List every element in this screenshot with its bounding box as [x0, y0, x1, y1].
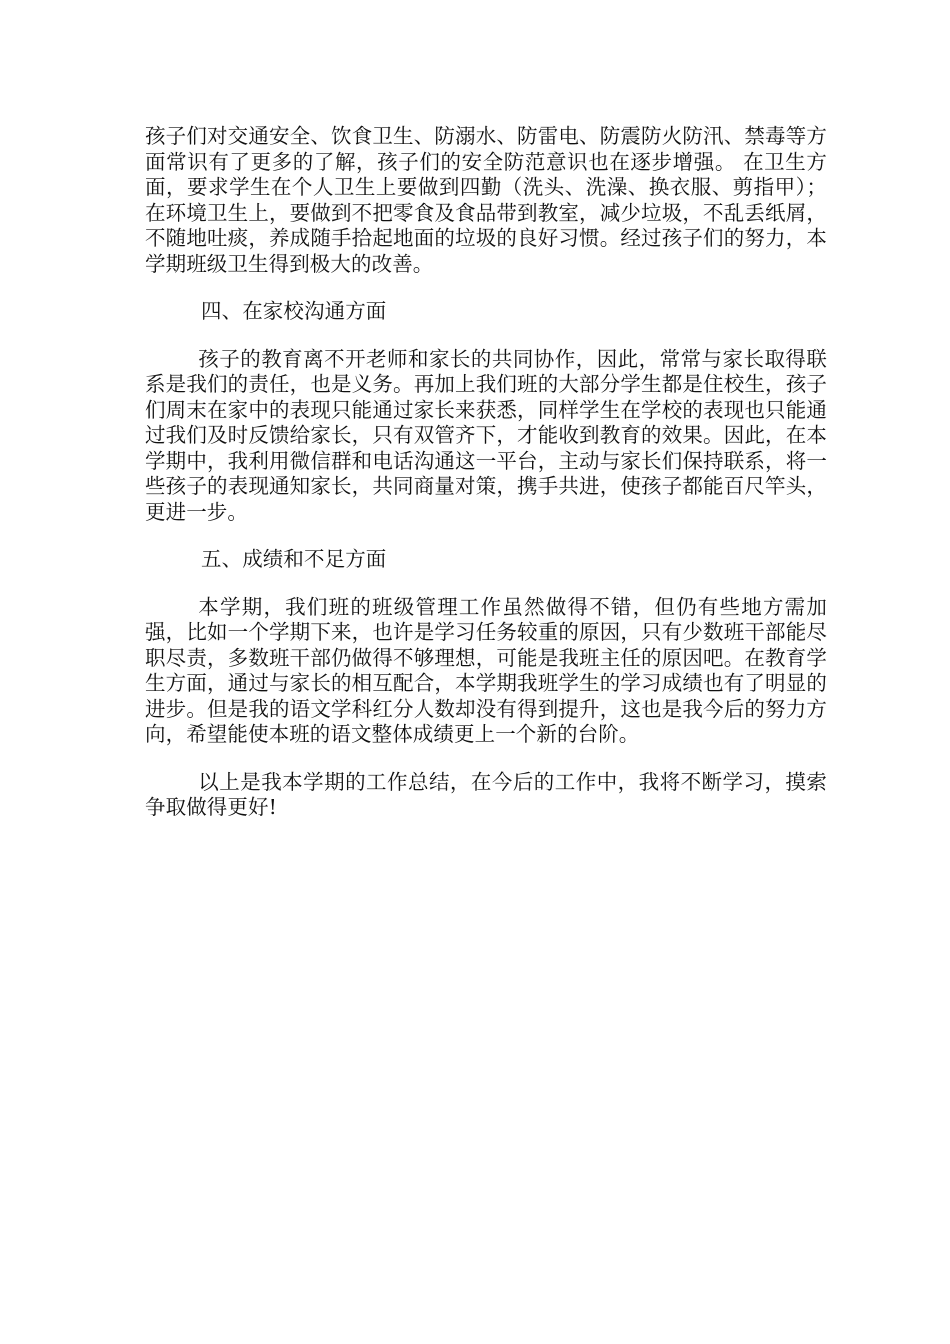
section-heading-home-school-communication: 四、在家校沟通方面 — [201, 299, 387, 323]
paragraph-conclusion: 以上是我本学期的工作总结，在今后的工作中，我将不断学习，摸索争取做得更好! — [145, 769, 827, 819]
paragraph-achievements-shortcomings: 本学期，我们班的班级管理工作虽然做得不错，但仍有些地方需加强，比如一个学期下来，也许是学习任务较重的原因，只有少数班干部能尽职尽责，多数班干部仍做得不够理想，可能是我班主任的原因吧。在教育学生方面，通过与家长的相互配合，本学期我班学生的学习成绩也有了明显的进步。但是我的语文学科红分人数却没有得到提升，这也是我今后的努力方向，希望能使本班的语文整体成绩更上一个新的台阶。 — [145, 594, 827, 746]
document-body — [145, 124, 827, 843]
paragraph-safety-hygiene: 孩子们对交通安全、饮食卫生、防溺水、防雷电、防震防火防汛、禁毒等方面常识有了更多的了解，孩子们的安全防范意识也在逐步增强。 在卫生方面，要求学生在个人卫生上要做到四勤（洗头、洗澡、换衣服、剪指甲）；在环境卫生上，要做到不把零食及食品带到教室，减少垃圾，不乱丢纸屑，不随地吐痰，养成随手拾起地面的垃圾的良好习惯。经过孩子们的努力，本学期班级卫生得到极大的改善。 — [145, 124, 827, 276]
paragraph-home-school-communication: 孩子的教育离不开老师和家长的共同协作，因此，常常与家长取得联系是我们的责任，也是义务。再加上我们班的大部分学生都是住校生，孩子们周末在家中的表现只能通过家长来获悉，同样学生在学校的表现也只能通过我们及时反馈给家长，只有双管齐下，才能收到教育的效果。因此，在本学期中，我利用微信群和电话沟通这一平台，主动与家长们保持联系，将一些孩子的表现通知家长，共同商量对策，携手共进，使孩子都能百尺竿头，更进一步。 — [145, 346, 827, 524]
section-heading-achievements-shortcomings: 五、成绩和不足方面 — [201, 547, 387, 571]
